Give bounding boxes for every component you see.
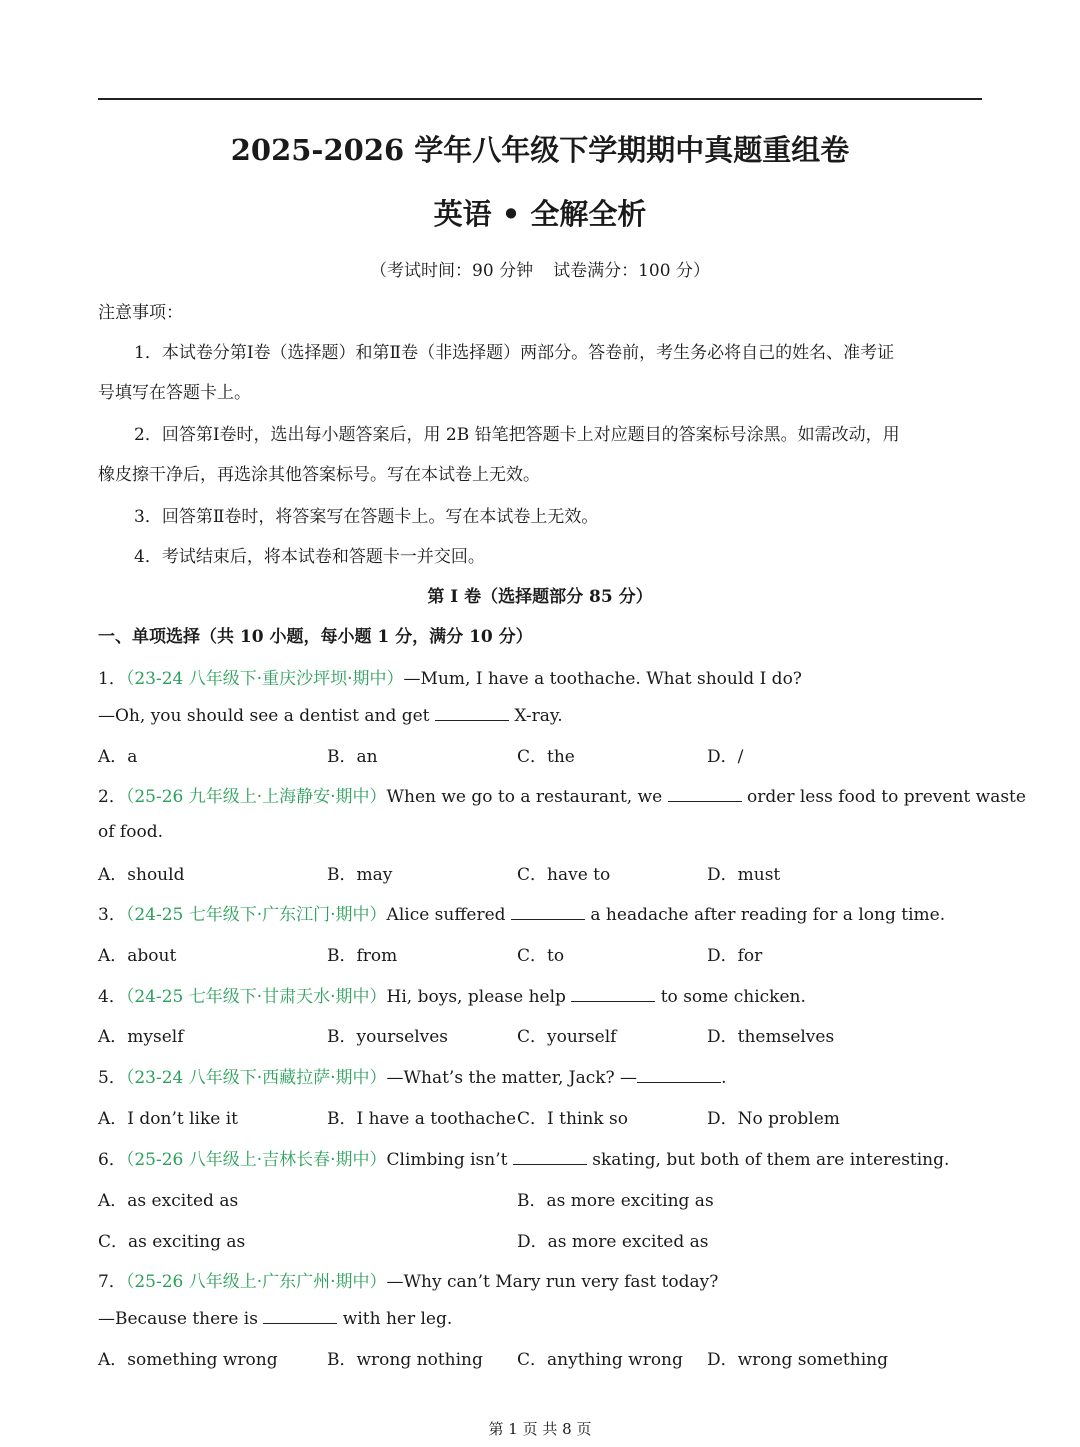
option-c: C．yourself — [517, 1027, 617, 1047]
section-heading: 第 I 卷（选择题部分 85 分） — [427, 587, 653, 607]
answer-blank — [511, 903, 585, 920]
question-number: 4． — [98, 987, 126, 1007]
note-1-line-2: 号填写在答题卡上。 — [98, 383, 251, 403]
question-number: 3． — [98, 905, 126, 925]
question-2-options — [98, 860, 982, 884]
question-4: 4．（24-25 七年级下·甘肃天水·期中）Hi, boys, please help to some chicken. — [98, 987, 806, 1007]
answer-blank — [668, 785, 742, 802]
question-1 — [98, 664, 982, 689]
option-c: C．as exciting as — [98, 1232, 246, 1252]
question-source: （24-25 七年级下·广东江门·期中） — [125, 905, 387, 925]
question-text: —Why can’t Mary run very fast today? — [386, 1272, 719, 1292]
answer-blank — [571, 985, 655, 1002]
option-b: B．may — [327, 865, 393, 885]
exam-time: （考试时间：90 分钟 — [370, 261, 534, 281]
page-footer: 第 1 页 共 8 页 — [488, 1420, 592, 1438]
option-d: D．No problem — [707, 1109, 840, 1129]
option-d: D．/ — [707, 747, 744, 767]
option-a: A．a — [98, 747, 138, 767]
question-6-options-row-1 — [98, 1186, 982, 1210]
question-3-options — [98, 941, 982, 965]
question-1-line-2: —Oh, you should see a dentist and get X-ray. — [98, 706, 563, 726]
question-source: （25-26 八年级上·广东广州·期中） — [125, 1272, 387, 1292]
exam-info — [0, 256, 1080, 281]
question-number: 6． — [98, 1150, 126, 1170]
answer-blank — [435, 704, 509, 721]
question-3: 3．（24-25 七年级下·广东江门·期中）Alice suffered a headache after reading for a long time. — [98, 905, 946, 925]
question-6: 6．（25-26 八年级上·吉林长春·期中）Climbing isn’t skating, but both of them are interesting. — [98, 1150, 950, 1170]
option-c: C．to — [517, 946, 565, 966]
option-a: A．as excited as — [98, 1191, 239, 1211]
option-a: A．myself — [98, 1027, 184, 1047]
question-source: （23-24 八年级下·重庆沙坪坝·期中） — [125, 669, 404, 689]
question-1-options — [98, 742, 982, 766]
part-heading: 一、单项选择（共 10 小题，每小题 1 分，满分 10 分） — [98, 627, 533, 647]
notes-title: 注意事项： — [98, 303, 183, 323]
page-subtitle: 英语 • 全解全析 — [433, 197, 647, 231]
option-b: B．yourselves — [327, 1027, 449, 1047]
option-a: A．I don’t like it — [98, 1109, 239, 1129]
option-d: D．must — [707, 865, 781, 885]
question-4-options — [98, 1022, 982, 1046]
note-4: 4．考试结束后，将本试卷和答题卡一并交回。 — [134, 547, 485, 567]
question-source: （25-26 八年级上·吉林长春·期中） — [125, 1150, 387, 1170]
full-score: 试卷满分：100 分） — [553, 261, 710, 281]
answer-blank — [637, 1066, 721, 1083]
question-number: 2． — [98, 787, 126, 807]
question-number: 1． — [98, 669, 126, 689]
top-rule — [98, 98, 982, 100]
question-source: （24-25 七年级下·甘肃天水·期中） — [125, 987, 387, 1007]
option-d: D．for — [707, 946, 763, 966]
question-source: （25-26 九年级上·上海静安·期中） — [125, 787, 387, 807]
option-a: A．should — [98, 865, 185, 885]
question-2-line-2: of food. — [98, 822, 163, 842]
option-c: C．the — [517, 747, 575, 767]
option-b: B．wrong nothing — [327, 1350, 483, 1370]
option-c: C．I think so — [517, 1109, 628, 1129]
option-b: B．as more exciting as — [517, 1191, 714, 1211]
option-c: C．have to — [517, 865, 611, 885]
question-6-options-row-2 — [98, 1227, 982, 1251]
question-7-options — [98, 1345, 982, 1369]
question-number: 7． — [98, 1272, 126, 1292]
question-source: （23-24 八年级下·西藏拉萨·期中） — [125, 1068, 387, 1088]
option-c: C．anything wrong — [517, 1350, 683, 1370]
answer-blank — [513, 1148, 587, 1165]
question-text: —Mum, I have a toothache. What should I do? — [403, 669, 802, 689]
option-b: B．from — [327, 946, 398, 966]
answer-blank — [263, 1307, 337, 1324]
question-2: 2．（25-26 九年级上·上海静安·期中）When we go to a restaurant, we order less food to prevent waste — [98, 787, 1026, 807]
note-2-line-2: 橡皮擦干净后，再选涂其他答案标号。写在本试卷上无效。 — [98, 465, 540, 485]
question-number: 5． — [98, 1068, 126, 1088]
option-d: D．wrong something — [707, 1350, 888, 1370]
option-d: D．themselves — [707, 1027, 835, 1047]
option-a: A．something wrong — [98, 1350, 278, 1370]
option-b: B．an — [327, 747, 378, 767]
question-5: 5．（23-24 八年级下·西藏拉萨·期中）—What’s the matter, Jack? — . — [98, 1068, 727, 1088]
note-2-line-1: 2．回答第Ⅰ卷时，选出每小题答案后，用 2B 铅笔把答题卡上对应题目的答案标号涂黑。如需改动，用 — [134, 425, 900, 445]
option-a: A．about — [98, 946, 177, 966]
question-5-options — [98, 1104, 982, 1128]
note-1-line-1: 1．本试卷分第Ⅰ卷（选择题）和第Ⅱ卷（非选择题）两部分。答卷前，考生务必将自己的姓名、准考证 — [134, 343, 895, 363]
option-d: D．as more excited as — [517, 1232, 709, 1252]
option-b: B．I have a toothache — [327, 1109, 517, 1129]
note-3: 3．回答第Ⅱ卷时，将答案写在答题卡上。写在本试卷上无效。 — [134, 507, 599, 527]
question-7 — [98, 1267, 982, 1292]
page-title: 2025-2026 学年八年级下学期期中真题重组卷 — [230, 133, 850, 167]
question-7-line-2: —Because there is with her leg. — [98, 1309, 453, 1329]
